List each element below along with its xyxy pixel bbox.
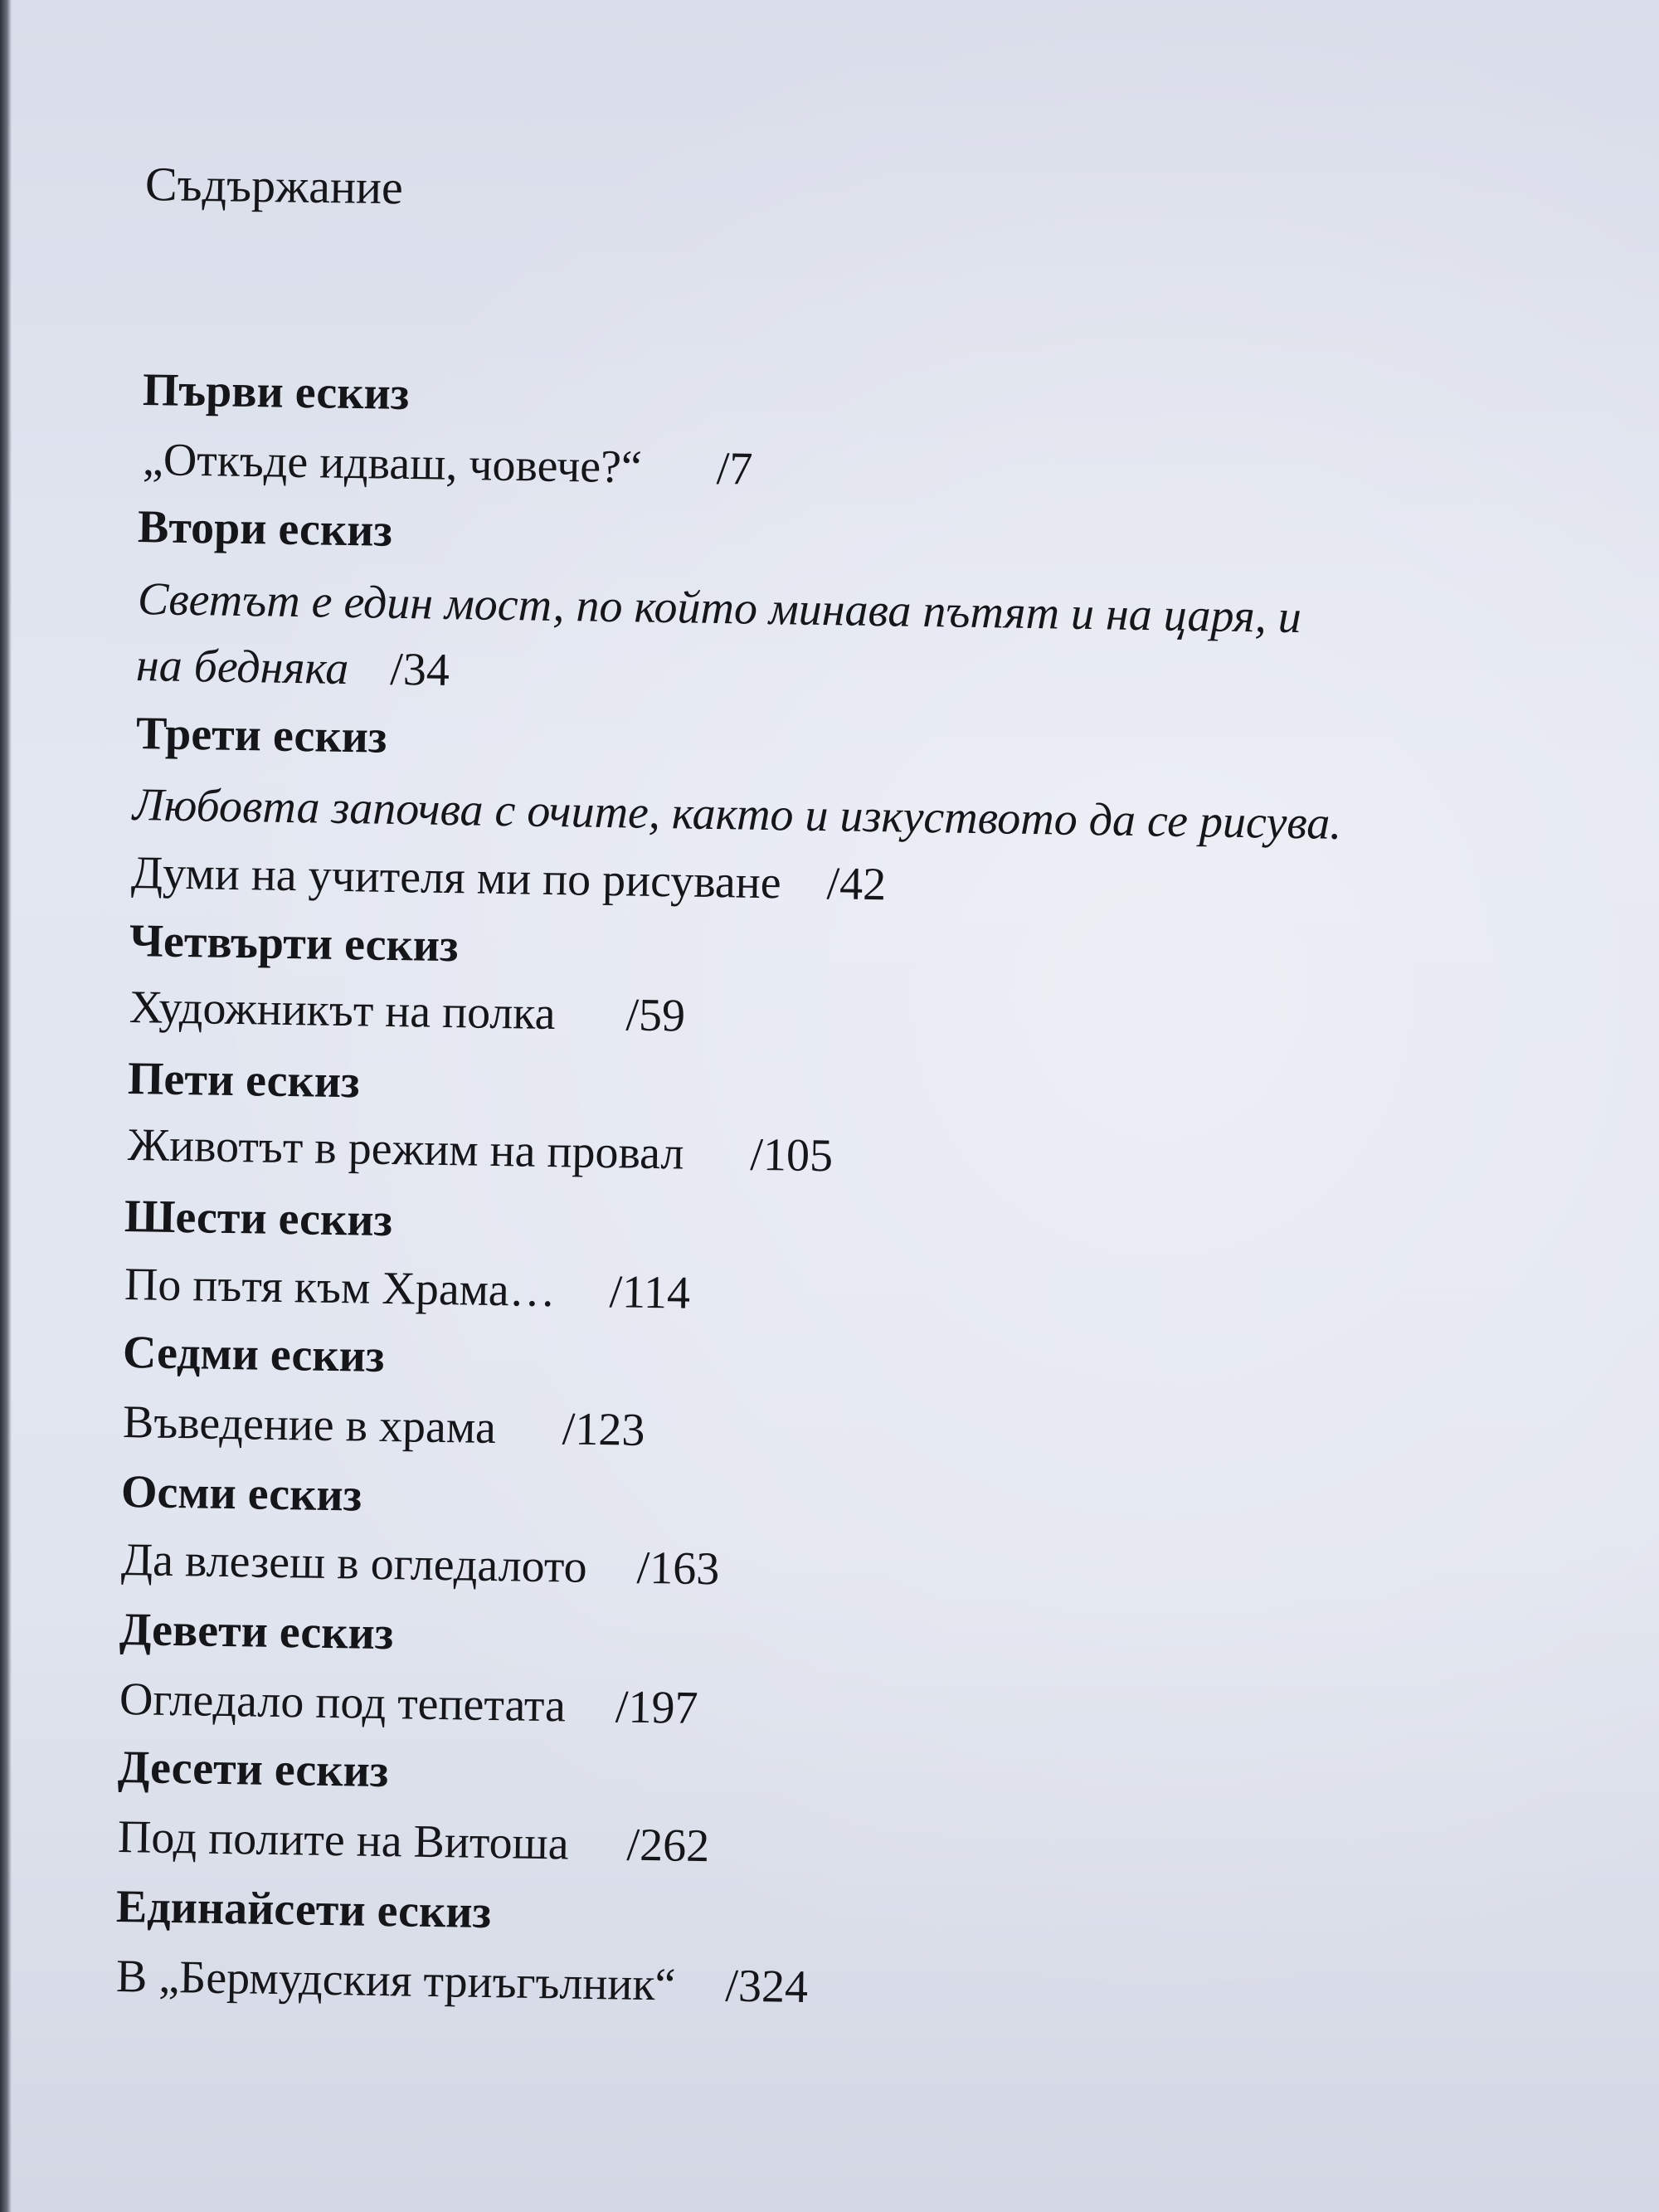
page-binding-edge — [0, 0, 12, 2212]
toc-entry-title-text: Светът е един мост, по който минава пътят и на царя, и — [137, 573, 1302, 644]
toc-page-number: /262 — [626, 1819, 710, 1873]
toc-page-number: /114 — [609, 1266, 691, 1319]
toc-page-number: /59 — [625, 989, 686, 1042]
toc-entry-title — [129, 981, 685, 1043]
toc-entry-title-text: Да влезеш в огледалото — [120, 1534, 588, 1593]
toc-page-number: /42 — [826, 858, 887, 911]
toc-entry-title-text: Въведение в храма — [122, 1396, 497, 1454]
toc-section-heading: Втори ескиз — [137, 501, 393, 557]
toc-entry-title — [132, 778, 1341, 850]
toc-heading: Съдържание — [144, 157, 404, 215]
toc-page-number: /123 — [562, 1403, 645, 1456]
toc-entry-title-text: По пътя към Храма… — [124, 1259, 557, 1318]
toc-entry-title-text: Художникът на полка — [129, 982, 557, 1040]
toc-page-number: /7 — [716, 442, 753, 495]
toc-entry-title — [115, 1950, 808, 2014]
toc-entry-title-text: „Откъде идваш, човече?“ — [142, 434, 643, 494]
toc-section-heading: Пети ескиз — [127, 1053, 361, 1108]
toc-section-heading: Девети ескиз — [119, 1604, 394, 1660]
toc-page-number: /105 — [749, 1128, 834, 1182]
toc-page-number: /324 — [724, 1960, 809, 2014]
toc-entry-title-text: Животът в режим на провал — [127, 1119, 684, 1180]
toc-entry-title — [122, 1396, 645, 1457]
toc-page-number: /197 — [615, 1681, 698, 1734]
toc-page-number: /163 — [636, 1542, 720, 1596]
toc-entry-title-text: на бедняка — [135, 640, 349, 695]
toc-entry-title — [120, 1533, 719, 1596]
toc-entry-title — [117, 1810, 709, 1873]
toc-entry-title — [135, 639, 450, 697]
toc-entry-title-text: Огледало под тепетата — [119, 1674, 567, 1732]
toc-entry-title-text: Под полите на Витоша — [117, 1811, 570, 1870]
toc-page-number: /34 — [389, 643, 450, 696]
toc-entry-title-text: В „Бермудския триъгълник“ — [115, 1951, 676, 2011]
toc-entry-title — [130, 846, 886, 911]
toc-entry-title-text: Любовта започва с очите, както и изкуството да се рисува. — [132, 779, 1342, 850]
toc-entry-title — [119, 1673, 698, 1735]
toc-section-heading: Осми ескиз — [120, 1466, 362, 1522]
toc-section-heading: Трети ескиз — [135, 708, 387, 763]
toc-entry-title — [137, 572, 1301, 644]
toc-section-heading: Четвърти ескиз — [129, 915, 460, 972]
toc-entry-title — [124, 1258, 690, 1320]
toc-section-heading: Седми ескиз — [122, 1327, 385, 1382]
toc-entry-title-text: Думи на учителя ми по рисуване — [130, 847, 782, 909]
toc-section-heading: Шести ескиз — [124, 1191, 393, 1247]
toc-section-heading: Първи ескиз — [142, 364, 410, 421]
toc-entry-title — [127, 1118, 833, 1182]
toc-section-heading: Единайсети ескиз — [115, 1881, 492, 1939]
toc-section-heading: Десети ескиз — [117, 1742, 389, 1798]
reverse-side-bleed-through — [1053, 0, 1659, 2212]
toc-entry-title — [142, 433, 752, 496]
